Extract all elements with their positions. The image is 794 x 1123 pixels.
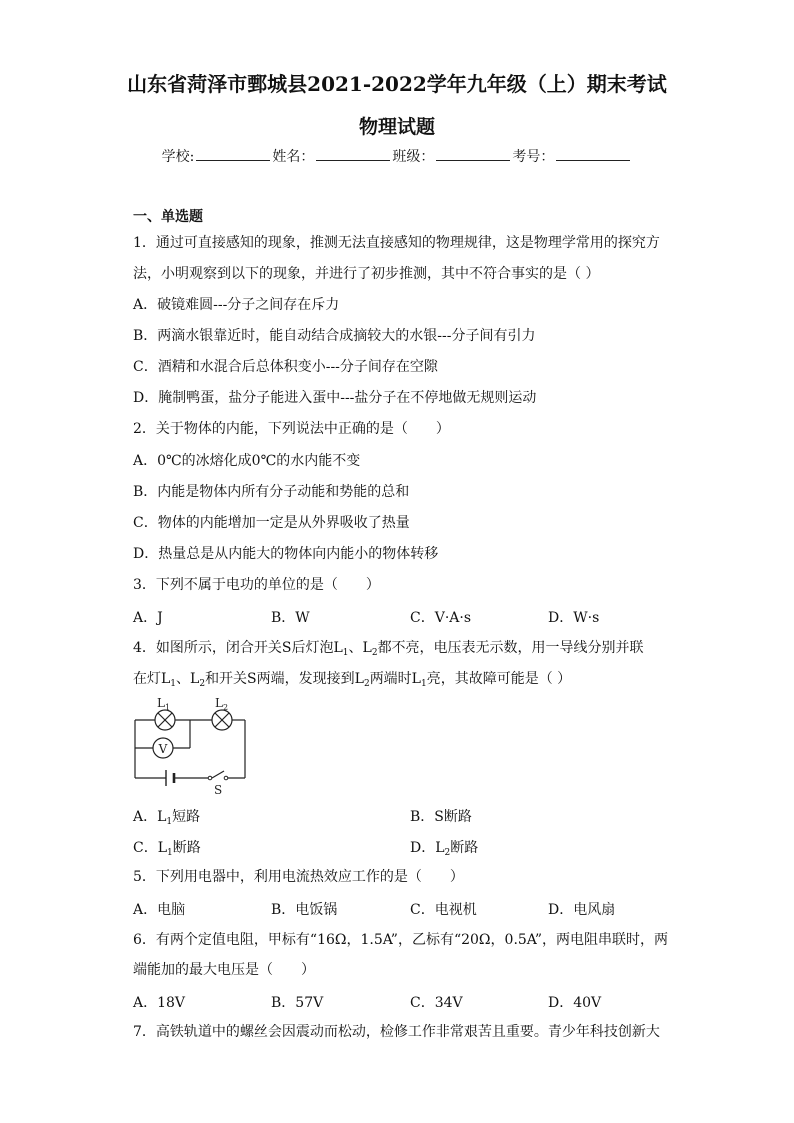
class-label: 班级：: [392, 149, 435, 165]
q6-option-d: D．40V: [548, 995, 602, 1011]
q1-stem-line1: 1．通过可直接感知的现象，推测无法直接感知的物理规律，这是物理学常用的探究方: [133, 235, 660, 251]
exam-title-line1: 山东省菏泽市鄄城县2021-2022学年九年级（上）期末考试: [127, 72, 667, 96]
lamp-l2-icon: [212, 710, 232, 730]
q1-option-d: D．腌制鸭蛋，盐分子能进入蛋中---盐分子在不停地做无规则运动: [133, 390, 537, 406]
q2-option-a: A．0℃的冰熔化成0℃的水内能不变: [133, 453, 361, 469]
q4-stem-line1: 4．如图所示，闭合开关S后灯泡$L_1$、$L_2$都不亮，电压表无示数，用一导线分别并联: [133, 640, 644, 658]
section-heading: 一、单选题: [133, 209, 203, 225]
lamp-l2-label: $L_2$: [215, 696, 229, 712]
q2-option-c: C．物体的内能增加一定是从外界吸收了热量: [133, 515, 410, 531]
q3-option-b: B．W: [271, 610, 310, 626]
q4-option-b: B．S断路: [410, 809, 472, 825]
q6-stem-line1: 6．有两个定值电阻，甲标有“16Ω，1.5A”，乙标有“20Ω，0.5A”，两电阻串联时，两: [133, 932, 669, 948]
q4-option-d: D．$L_2$断路: [410, 840, 479, 858]
school-label: 学校:: [161, 149, 195, 165]
student-info-row: [0, 146, 794, 166]
q6-stem-line2: 端能加的最大电压是（ ）: [133, 962, 315, 978]
q7-stem-line1: 7．高铁轨道中的螺丝会因震动而松动，检修工作非常艰苦且重要。青少年科技创新大: [133, 1024, 660, 1040]
lamp-l1-label: $L_1$: [157, 696, 171, 712]
q2-option-d: D．热量总是从内能大的物体向内能小的物体转移: [133, 546, 439, 562]
q5-option-d: D．电风扇: [548, 902, 616, 918]
q6-option-c: C．34V: [410, 995, 463, 1011]
q3-option-c: C．V·A·s: [410, 610, 472, 626]
name-blank[interactable]: [316, 148, 390, 161]
q5-option-a: A．电脑: [133, 902, 186, 918]
name-label: 姓名：: [272, 149, 315, 165]
exam-title-line2: 物理试题: [358, 116, 435, 138]
exam-no-blank[interactable]: [556, 148, 630, 161]
school-blank[interactable]: [196, 148, 270, 161]
q3-option-a: A．J: [133, 610, 163, 626]
q6-option-b: B．57V: [271, 995, 324, 1011]
q5-option-b: B．电饭锅: [271, 902, 338, 918]
q5-option-c: C．电视机: [410, 902, 477, 918]
q1-option-c: C．酒精和水混合后总体积变小---分子间存在空隙: [133, 359, 438, 375]
q1-option-a: A．破镜难圆---分子之间存在斥力: [133, 297, 340, 313]
exam-no-label: 考号：: [512, 149, 555, 165]
voltmeter-label: V: [158, 742, 168, 756]
q4-circuit-diagram: [128, 694, 253, 796]
q2-stem: 2．关于物体的内能，下列说法中正确的是（ ）: [133, 421, 450, 437]
q4-option-a: A．$L_1$短路: [133, 809, 201, 827]
q4-option-c: C．$L_1$断路: [133, 840, 201, 858]
class-blank[interactable]: [436, 148, 510, 161]
q3-option-d: D．W·s: [548, 610, 600, 626]
q1-stem-line2: 法，小明观察到以下的现象，并进行了初步推测，其中不符合事实的是（ ）: [133, 266, 600, 282]
q4-stem-line2: 在灯$L_1$、$L_2$和开关S两端，发现接到$L_2$两端时$L_1$亮，其故障可能是（ ）: [133, 671, 572, 689]
switch-label: S: [214, 783, 223, 796]
q6-option-a: A．18V: [133, 995, 186, 1011]
q3-stem: 3．下列不属于电功的单位的是（ ）: [133, 577, 380, 593]
q1-option-b: B．两滴水银靠近时，能自动结合成摘较大的水银---分子间有引力: [133, 328, 536, 344]
q5-stem: 5．下列用电器中，利用电流热效应工作的是（ ）: [133, 869, 464, 885]
lamp-l1-icon: [155, 710, 175, 730]
q2-option-b: B．内能是物体内所有分子动能和势能的总和: [133, 484, 410, 500]
